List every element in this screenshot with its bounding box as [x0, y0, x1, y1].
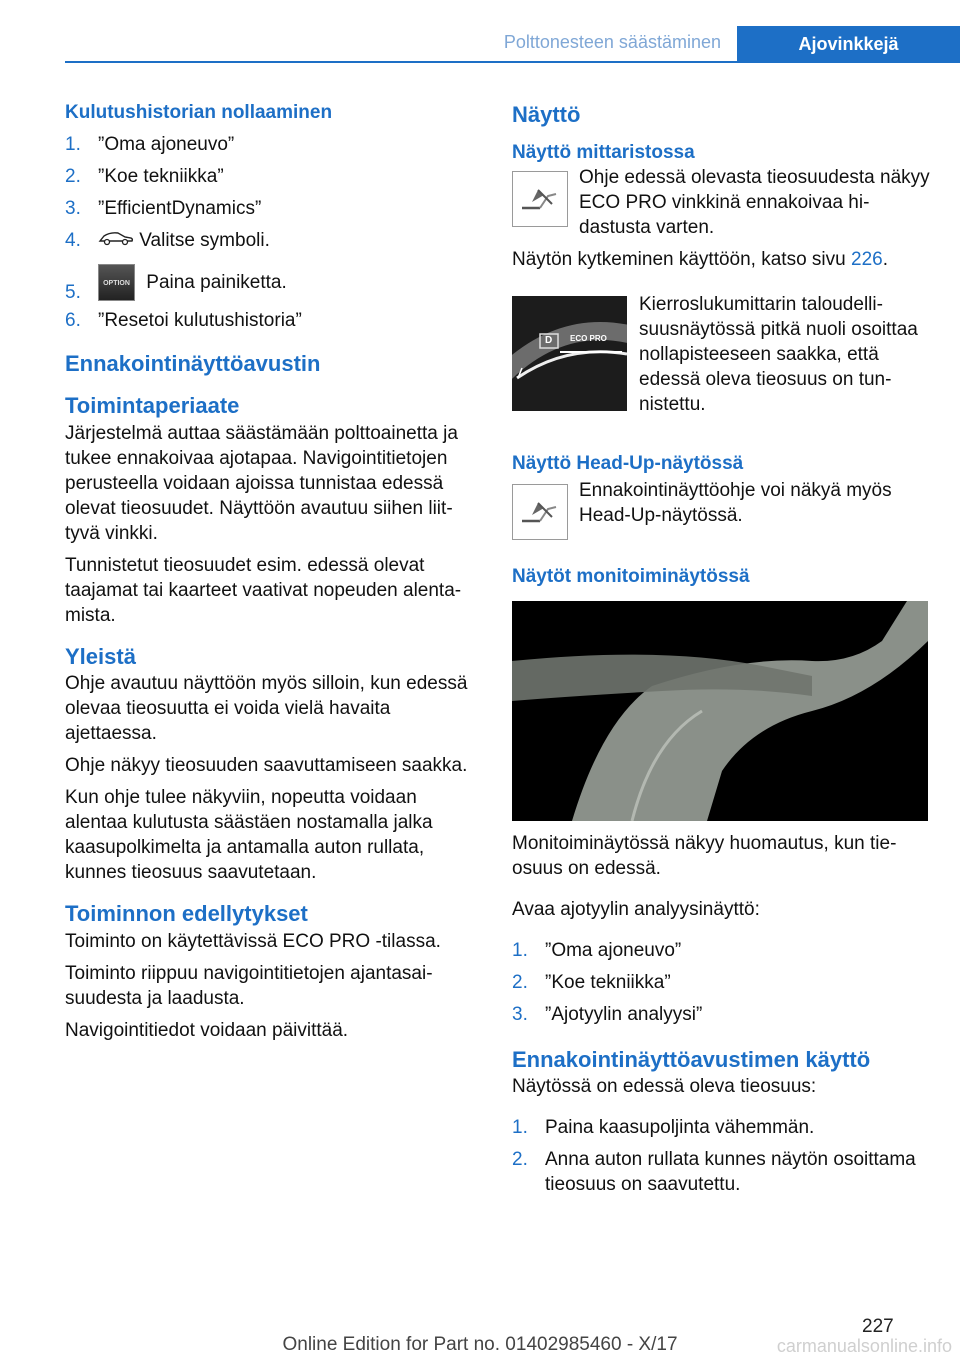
cid-title: Näytöt monitoiminäytössä [512, 565, 750, 587]
list-item: 4. Valitse symboli. [65, 228, 480, 253]
display-title: Näyttö [512, 102, 581, 127]
use-text: Näytössä on edessä oleva tieosuus: [512, 1076, 817, 1098]
road-hint-icon [512, 171, 568, 227]
assist-title: Ennakointinäyttöavustin [65, 351, 321, 377]
principle-title: Toimintaperiaate [65, 392, 240, 418]
list-item: 1. ”Oma ajoneuvo” [512, 939, 682, 961]
principle-paragraph-1: Järjestelmä auttaa säästämään polttoainetta ja tukee ennakoivaa ajotapaa. Navigointitietojen perusteella voidaan ajoissa tunnistaa edessä olevat tieosuudet. Näyttöön avautuu siihen liittyvä vinkki. [65, 422, 458, 544]
general-paragraph-3: Kun ohje tulee näkyviin, nopeutta voidaan alentaa kulutusta säästäen nostamalla jalka kaasupolkimelta ja antamalla auton rullata, kunnes tieosuus saavutetaan. [65, 787, 433, 884]
right-column [512, 100, 932, 1197]
list-item: 3. ”EfficientDynamics” [65, 197, 262, 219]
list-item: 1. ”Oma ajoneuvo” [65, 133, 235, 155]
reset-steps [65, 132, 480, 333]
hud-title: Näyttö Head-Up-näytössä [512, 453, 744, 475]
list-item: 1. Paina kaasupoljinta vähemmän. [512, 1117, 815, 1139]
option-button-icon: OPTION [98, 264, 135, 301]
header-section: Polttonesteen säästäminen [503, 32, 721, 52]
road-hint-icon [512, 484, 568, 540]
principle-paragraph-2: Tunnistetut tieosuudet esim. edessä olevat taajamat tai kaarteet vaativat nopeuden alentamista. [65, 554, 462, 626]
list-item: 2. ”Koe tekniikka” [65, 165, 224, 187]
requirements-paragraph-1: Toiminto on käytettävissä ECO PRO -tilassa. [65, 930, 441, 952]
page-header [65, 26, 960, 62]
header-chapter-tab: Ajovinkkejä [737, 26, 960, 62]
cluster-title: Näyttö mittaristossa [512, 141, 695, 163]
requirements-paragraph-2: Toiminto riippuu navigointitietojen ajantasaisuudesta ja laadusta. [65, 962, 433, 1009]
hud-text: Ennakointinäyttöohje voi näkyä myös Head-Up-näytössä. [579, 479, 892, 526]
gauge-eco-label: ECO PRO [570, 334, 607, 344]
general-title: Yleistä [65, 643, 136, 669]
open-steps [512, 938, 932, 1027]
list-item: 2. ”Koe tekniikka” [512, 971, 671, 993]
edition-line: Online Edition for Part no. 01402985460 - X/17 [282, 1334, 678, 1355]
list-item: 3. ”Ajotyylin analyysi” [512, 1003, 703, 1025]
page-number: 227 [862, 1316, 894, 1337]
gauge-d-label: D [545, 335, 553, 347]
list-item: 6. ”Resetoi kulutushistoria” [65, 310, 302, 332]
hud-block [512, 479, 932, 540]
reset-title: Kulutushistorian nollaaminen [65, 102, 333, 123]
general-paragraph-1: Ohje avautuu näyttöön myös silloin, kun edessä olevaa tieosuutta ei voida vielä havaita ajettaessa. [65, 673, 468, 745]
watermark: carmanualsonline.info [776, 1336, 952, 1356]
use-title: Ennakointinäyttöavustimen käyttö [512, 1046, 871, 1072]
gauge-block [512, 296, 932, 417]
eco-pro-gauge-image [512, 296, 627, 411]
open-text: Avaa ajotyylin analyysinäyttö: [512, 898, 760, 920]
cluster-text: Ohje edessä olevasta tieosuudesta näkyy ECO PRO vinkkinä ennakoivaa hidastusta varten. [579, 167, 930, 239]
page-link[interactable]: 226 [851, 249, 883, 271]
car-symbol-icon [98, 228, 134, 253]
cid-caption: Monitoiminäytössä näkyy huomautus, kun tieosuus on edessä. [512, 832, 897, 879]
use-steps [512, 1115, 932, 1197]
list-item: 5. OPTION Paina painiketta. [65, 264, 480, 301]
requirements-paragraph-3: Navigointitiedot voidaan päivittää. [65, 1019, 349, 1041]
general-paragraph-2: Ohje näkyy tieosuuden saavuttamiseen saakka. [65, 755, 468, 777]
requirements-title: Toiminnon edellytykset [65, 901, 308, 927]
list-item: 2. Anna auton rullata kunnes näytön osoittama tieosuus on saavutettu. [512, 1149, 916, 1196]
gauge-text: Kierroslukumittarin taloudellisuusnäytössä pitkä nuoli osoittaa nollapisteeseen saakka, että edessä oleva tieosuus on tunnistettu. [639, 294, 918, 416]
cluster-block [512, 167, 932, 240]
road-ahead-image [512, 601, 928, 821]
left-column [65, 100, 480, 1043]
header-rule [65, 61, 960, 63]
switch-text: Näytön kytkeminen käyttöön, katso sivu 226. [512, 249, 888, 271]
